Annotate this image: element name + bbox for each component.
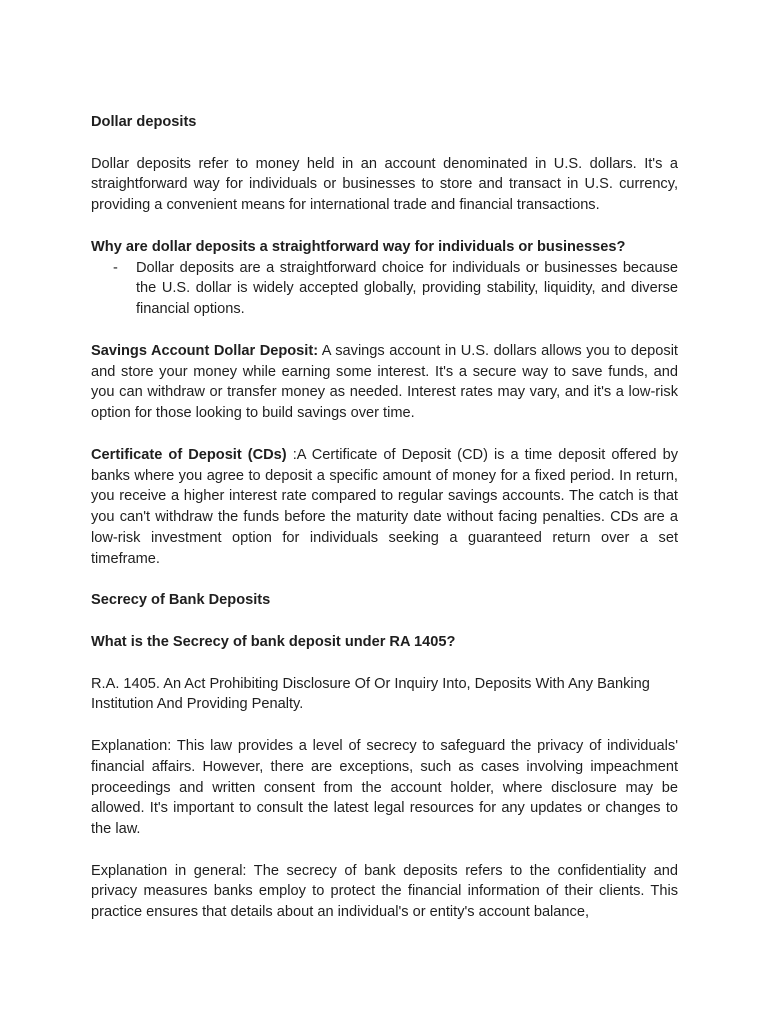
spacer [91, 133, 678, 154]
spacer [91, 840, 678, 861]
heading-dollar-deposits: Dollar deposits [91, 114, 197, 130]
spacer [91, 653, 678, 674]
paragraph-explanation-general: Explanation in general: The secrecy of bank deposits refers to the confidentiality and privacy measures banks employ to protect the financial information of their clients. This practice ensures that details about an individual's or entity's account balance, [91, 862, 678, 921]
paragraph-explanation: Explanation: This law provides a level of secrecy to safeguard the privacy of individuals' financial affairs. However, there are exceptions, such as cases involving impeachment proceedings and written consent from the account holder, where disclosure may be allowed. It's important to consult the latest legal resources for any updates or changes to the law. [91, 737, 678, 838]
paragraph-certificate-of-deposit [91, 445, 678, 570]
cd-label: Certificate of Deposit (CDs) [91, 446, 287, 463]
savings-label: Savings Account Dollar Deposit: [91, 342, 319, 359]
question-secrecy-ra-1405: What is the Secrecy of bank deposit under RA 1405? [91, 633, 456, 650]
paragraph-dollar-deposits: Dollar deposits refer to money held in an account denominated in U.S. dollars. It's a straightforward way for individuals or businesses to store and transact in U.S. currency, providing a convenient means for international trade and financial transactions. [91, 155, 678, 214]
bullet-text: Dollar deposits are a straightforward choice for individuals or businesses because the U.S. dollar is widely accepted globally, providing stability, liquidity, and diverse financial options. [136, 259, 678, 318]
heading-secrecy: Secrecy of Bank Deposits [91, 592, 271, 609]
paragraph-ra-1405: R.A. 1405. An Act Prohibiting Disclosure Of Or Inquiry Into, Deposits With Any Banking Institution And Providing Penalty. [91, 675, 650, 713]
spacer [91, 424, 678, 445]
paragraph-savings-account [91, 341, 678, 424]
savings-body: A savings account in U.S. dollars allows you to deposit and store your money while earning some interest. It's a secure way to save funds, and you can withdraw or transfer money as needed. Interest rates may vary, and it's a low-risk option for those looking to build savings over time. [91, 342, 678, 422]
spacer [91, 570, 678, 591]
bullet-item [91, 258, 678, 320]
spacer [91, 216, 678, 237]
spacer [91, 320, 678, 341]
document-page [91, 112, 678, 923]
spacer [91, 611, 678, 632]
bullet-dash: - [113, 259, 118, 276]
question-why-dollar-deposits: Why are dollar deposits a straightforward way for individuals or businesses? [91, 238, 626, 255]
cd-body: :A Certificate of Deposit (CD) is a time deposit offered by banks where you agree to deposit a specific amount of money for a fixed period. In return, you receive a higher interest rate compared to regular savings accounts. The catch is that you can't withdraw the funds before the maturity date without facing penalties. CDs are a low-risk investment option for individuals seeking a guaranteed return over a set timeframe. [91, 446, 678, 567]
spacer [91, 715, 678, 736]
